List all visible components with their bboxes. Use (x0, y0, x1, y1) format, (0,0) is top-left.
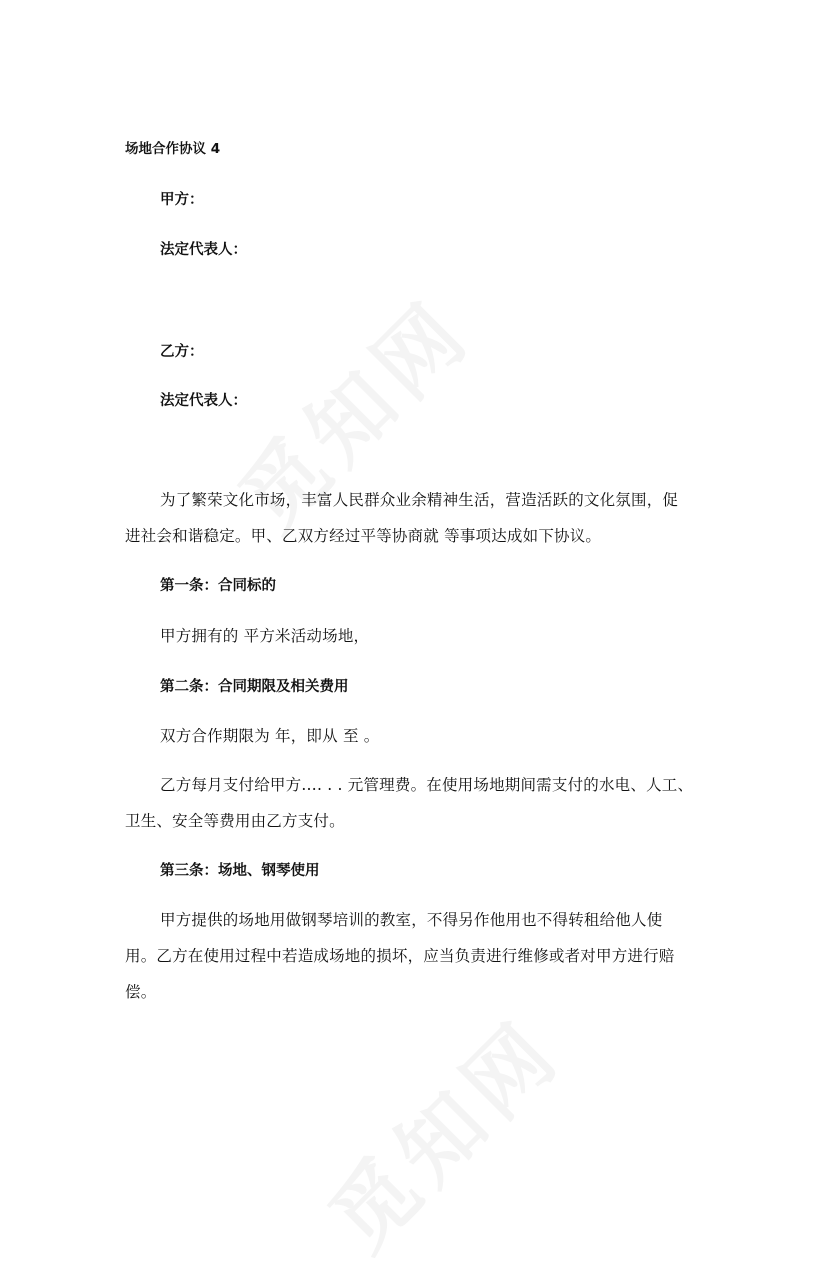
party-a-label: 甲方： (160, 192, 204, 208)
article-2-heading: 第二条：合同期限及相关费用 (160, 679, 349, 695)
article-3-text-line: 甲方提供的场地用做钢琴培训的教室，不得另作他用也不得转租给他人使 (160, 911, 663, 929)
intro-paragraph-line: 为了繁荣文化市场，丰富人民群众业余精神生活，营造活跃的文化氛围，促 (160, 491, 679, 509)
intro-paragraph-line: 进社会和谐稳定。甲、乙双方经过平等协商就 等事项达成如下协议。 (125, 527, 602, 545)
watermark (209, 268, 494, 553)
article-2-fee-line: 卫生、安全等费用由乙方支付。 (125, 812, 345, 830)
document-title: 场地合作协议 4 (125, 141, 221, 157)
article-1-heading: 第一条：合同标的 (160, 578, 276, 594)
article-3-text-line: 用。乙方在使用过程中若造成场地的损坏，应当负责进行维修或者对甲方进行赔 (125, 947, 675, 965)
watermark (299, 988, 584, 1273)
party-b-representative-label: 法定代表人： (160, 393, 247, 409)
party-a-representative-label: 法定代表人： (160, 242, 247, 258)
article-1-text: 甲方拥有的 平方米活动场地， (160, 627, 370, 645)
article-3-heading: 第三条：场地、钢琴使用 (160, 863, 320, 879)
article-2-fee-line: 乙方每月支付给甲方…. . . 元管理费。在使用场地期间需支付的水电、人工、 (160, 776, 694, 794)
party-b-label: 乙方： (160, 344, 204, 360)
article-2-text: 双方合作期限为 年，即从 至 。 (160, 727, 380, 745)
article-3-text-line: 偿。 (125, 983, 157, 1001)
